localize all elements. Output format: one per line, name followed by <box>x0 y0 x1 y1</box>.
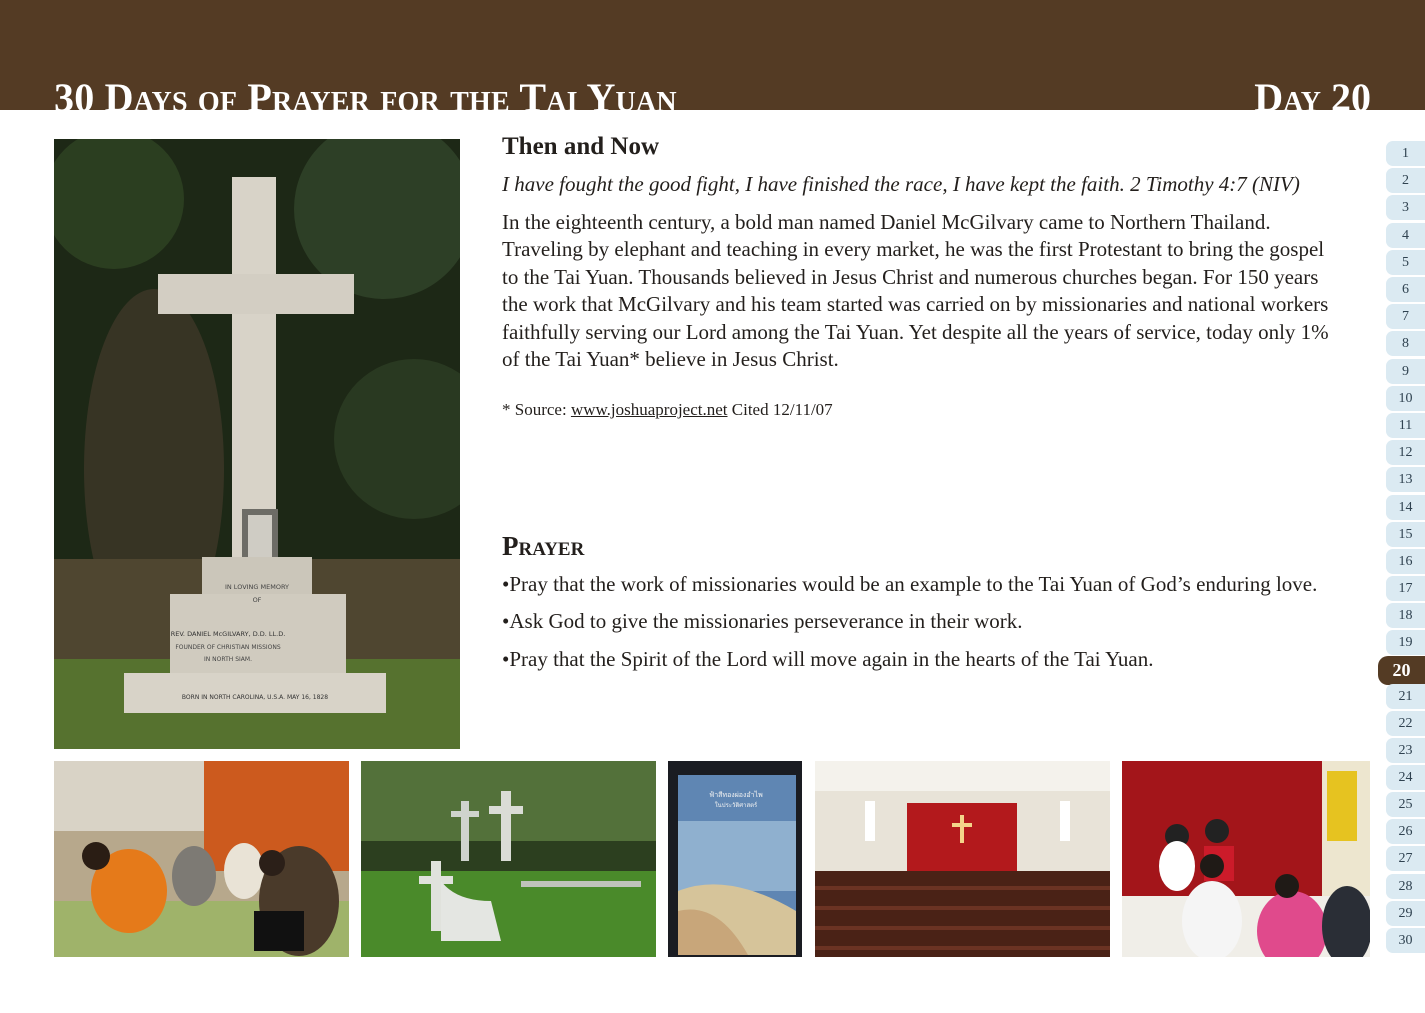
day-tab-26[interactable]: 26 <box>1386 819 1425 844</box>
scripture-verse: I have fought the good fight, I have finished the race, I have kept the faith. 2 Timothy 4:7 (NIV) <box>502 172 1300 196</box>
church-service-photo <box>1122 761 1370 957</box>
prayer-item: •Pray that the work of missionaries would be an example to the Tai Yuan of God’s enduring love. <box>502 572 1318 596</box>
thai-book-cover-photo <box>668 761 802 957</box>
day-tab-5[interactable]: 5 <box>1386 250 1425 275</box>
day-tab-8[interactable]: 8 <box>1386 331 1425 356</box>
day-tab-28[interactable]: 28 <box>1386 874 1425 899</box>
cemetery-crosses-photo <box>361 761 656 957</box>
page-header <box>0 0 1425 120</box>
book-title: ฟ้าสีทองผ่องอำไพ <box>709 791 763 799</box>
source-suffix: Cited 12/11/07 <box>727 400 833 419</box>
paragraph-line: the work that McGilvary and his team started was carried on by missionaries and national workers <box>502 292 1329 317</box>
source-link[interactable]: www.joshuaproject.net <box>570 400 728 419</box>
day-tab-11[interactable]: 11 <box>1386 413 1425 438</box>
day-tab-25[interactable]: 25 <box>1386 792 1425 817</box>
day-tab-20-active[interactable]: 20 <box>1378 656 1425 685</box>
prayer-heading: Prayer <box>502 531 585 561</box>
day-tab-17[interactable]: 17 <box>1386 576 1425 601</box>
page-title: 30 Days of Prayer for the Tai Yuan <box>54 75 677 120</box>
day-tab-1[interactable]: 1 <box>1386 141 1425 166</box>
day-tab-6[interactable]: 6 <box>1386 277 1425 302</box>
memorial-cross-photo <box>54 139 460 749</box>
paragraph-line: Traveling by elephant and teaching in every market, he was the first Protestant to bring the gospel <box>502 237 1325 262</box>
body-paragraph <box>502 209 1372 373</box>
day-tab-2[interactable]: 2 <box>1386 168 1425 193</box>
memorial-line4: FOUNDER OF CHRISTIAN MISSIONS <box>175 644 281 651</box>
day-tab-24[interactable]: 24 <box>1386 765 1425 790</box>
day-tab-15[interactable]: 15 <box>1386 522 1425 547</box>
memorial-line1: IN LOVING MEMORY <box>224 583 290 591</box>
day-tab-27[interactable]: 27 <box>1386 846 1425 871</box>
day-tab-12[interactable]: 12 <box>1386 440 1425 465</box>
day-tab-10[interactable]: 10 <box>1386 386 1425 411</box>
day-tab-13[interactable]: 13 <box>1386 467 1425 492</box>
day-label: Day 20 <box>1254 75 1371 120</box>
source-prefix: * Source: <box>502 400 571 419</box>
source-citation <box>502 400 833 420</box>
memorial-line3: REV. DANIEL McGILVARY, D.D. LL.D. <box>170 630 286 638</box>
paragraph-line: of the Tai Yuan* believe in Jesus Christ. <box>502 347 839 372</box>
day-tab-16[interactable]: 16 <box>1386 549 1425 574</box>
paragraph-line: In the eighteenth century, a bold man named Daniel McGilvary came to Northern Thailand. <box>502 210 1271 234</box>
prayer-item: •Pray that the Spirit of the Lord will move again in the hearts of the Tai Yuan. <box>502 647 1154 671</box>
memorial-line5: IN NORTH SIAM. <box>204 656 252 663</box>
book-subtitle: ในประวัติศาสตร์ <box>714 802 758 809</box>
paragraph-line: faithfully serving our Lord among the Tai Yuan. Yet despite all the years of service, today only 1% <box>502 319 1329 344</box>
day-tab-14[interactable]: 14 <box>1386 495 1425 520</box>
day-tab-30[interactable]: 30 <box>1386 928 1425 953</box>
day-tab-19[interactable]: 19 <box>1386 630 1425 655</box>
day-tab-9[interactable]: 9 <box>1386 359 1425 384</box>
memorial-line2: OF <box>252 596 262 604</box>
day-tab-21[interactable]: 21 <box>1386 684 1425 709</box>
day-tab-29[interactable]: 29 <box>1386 901 1425 926</box>
church-interior-photo <box>815 761 1110 957</box>
bible-study-photo <box>54 761 349 957</box>
day-tab-3[interactable]: 3 <box>1386 195 1425 220</box>
section-title: Then and Now <box>502 133 659 160</box>
day-tab-4[interactable]: 4 <box>1386 223 1425 248</box>
prayer-item: •Ask God to give the missionaries perseverance in their work. <box>502 609 1023 633</box>
paragraph-line: to the Tai Yuan. Thousands believed in Jesus Christ and numerous churches began. For 150 years <box>502 264 1319 289</box>
day-tab-18[interactable]: 18 <box>1386 603 1425 628</box>
day-tab-7[interactable]: 7 <box>1386 304 1425 329</box>
day-tab-23[interactable]: 23 <box>1386 738 1425 763</box>
day-tab-22[interactable]: 22 <box>1386 711 1425 736</box>
memorial-line6: BORN IN NORTH CAROLINA, U.S.A. MAY 16, 1828 <box>181 694 329 701</box>
